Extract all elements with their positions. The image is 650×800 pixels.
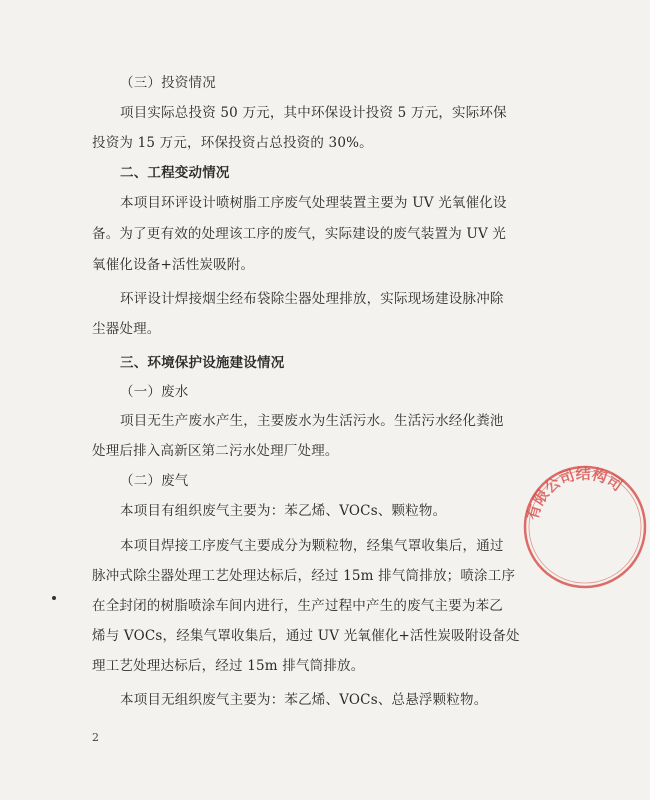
svg-text:有限公司结构司: 有限公司结构司 bbox=[523, 464, 626, 523]
paragraph-line: 项目实际总投资 50 万元，其中环保设计投资 5 万元，实际环保 bbox=[120, 105, 507, 121]
paragraph-line: 环评设计焊接烟尘经布袋除尘器处理排放，实际现场建设脉冲除 bbox=[120, 291, 504, 307]
paragraph-line: 项目无生产废水产生，主要废水为生活污水。生活污水经化粪池 bbox=[120, 413, 504, 429]
paragraph-line: 本项目无组织废气主要为：苯乙烯、VOCs、总悬浮颗粒物。 bbox=[120, 692, 488, 708]
ink-dot bbox=[52, 596, 56, 600]
paragraph-line: 处理后排入高新区第二污水处理厂处理。 bbox=[92, 443, 339, 459]
section-heading-investment: （三）投资情况 bbox=[120, 75, 216, 91]
section-heading-facilities: 三、环境保护设施建设情况 bbox=[120, 355, 285, 371]
paragraph-line: 本项目环评设计喷树脂工序废气处理装置主要为 UV 光氧催化设 bbox=[120, 195, 507, 211]
paragraph-line: 备。为了更有效的处理该工序的废气，实际建设的废气装置为 UV 光 bbox=[92, 226, 507, 242]
paragraph-line: 本项目焊接工序废气主要成分为颗粒物，经集气罩收集后，通过 bbox=[120, 538, 504, 554]
paragraph-line: 脉冲式除尘器处理工艺处理达标后，经过 15m 排气筒排放；喷涂工序 bbox=[92, 568, 516, 584]
paragraph-line: 氧催化设备+活性炭吸附。 bbox=[92, 257, 255, 273]
paragraph-line: 理工艺处理达标后，经过 15m 排气筒排放。 bbox=[92, 658, 365, 674]
company-seal-icon bbox=[520, 462, 650, 592]
paragraph-line: 在全封闭的树脂喷涂车间内进行，生产过程中产生的废气主要为苯乙 bbox=[92, 598, 503, 614]
section-heading-changes: 二、工程变动情况 bbox=[120, 165, 230, 181]
page-number: 2 bbox=[92, 731, 99, 744]
subsection-heading-exhaust: （二）废气 bbox=[120, 473, 189, 489]
paragraph-line: 投资为 15 万元，环保投资占总投资的 30%。 bbox=[92, 135, 373, 151]
subsection-heading-wastewater: （一）废水 bbox=[120, 384, 189, 400]
paragraph-line: 烯与 VOCs，经集气罩收集后，通过 UV 光氧催化+活性炭吸附设备处 bbox=[92, 628, 520, 644]
paragraph-line: 本项目有组织废气主要为：苯乙烯、VOCs、颗粒物。 bbox=[120, 503, 447, 519]
paragraph-line: 尘器处理。 bbox=[92, 321, 161, 337]
